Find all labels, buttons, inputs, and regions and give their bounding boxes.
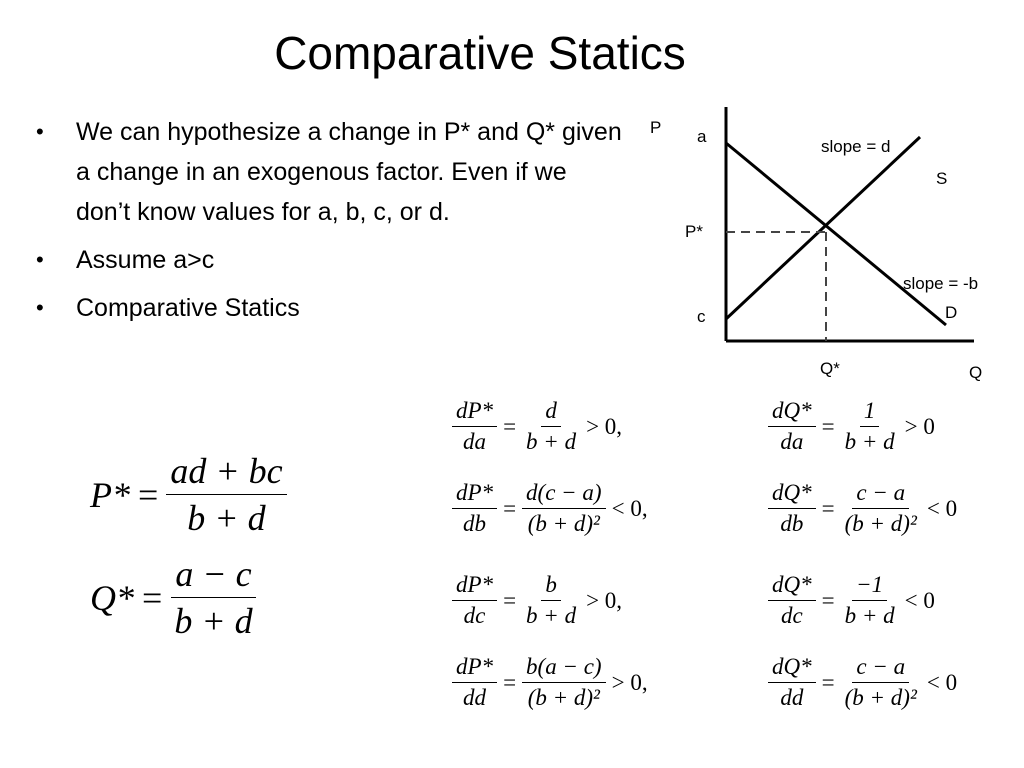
equals-sign: = bbox=[142, 577, 163, 618]
p-star-denominator: b + d bbox=[187, 498, 266, 538]
dq-db-equation: $\frac{dQ*}{db}$ = $\frac{c - a}{\text{(b + d)²}}$ < 0 bbox=[768, 480, 957, 537]
supply-slope-label: slope = d bbox=[821, 137, 891, 156]
rhs-denominator: (b + d)² bbox=[527, 685, 600, 710]
demand-line bbox=[726, 143, 946, 325]
dp-dc-equation: $\frac{dP*}{dc}$ = $\frac{b}{b + d}$ > 0, bbox=[452, 572, 622, 629]
rhs-denominator: b + d bbox=[844, 603, 895, 628]
lhs-numerator: dP* bbox=[452, 480, 497, 509]
lhs-denominator: dc bbox=[463, 603, 486, 628]
bullet-item bbox=[36, 288, 626, 328]
bullet-text: We can hypothesize a change in P* and Q* given a change in an exogenous factor. Even if we don’t know values for a, b, c, or d. bbox=[76, 118, 622, 226]
p-star-fraction bbox=[166, 450, 286, 539]
dp-da-equation: $\frac{dP*}{da}$ = $\frac{d}{b + d}$ > 0, bbox=[452, 398, 622, 455]
q-axis-label: Q bbox=[969, 363, 983, 382]
q-star-denominator: b + d bbox=[174, 601, 253, 641]
p-star-label: P* bbox=[685, 222, 703, 241]
bullet-item bbox=[36, 112, 626, 232]
lhs-numerator: dQ* bbox=[768, 654, 816, 683]
rhs-denominator: (b + d)² bbox=[527, 511, 600, 536]
q-star-fraction bbox=[170, 553, 256, 642]
inequality: < 0 bbox=[904, 587, 935, 613]
rhs-numerator: d(c − a) bbox=[522, 480, 606, 509]
supply-label: S bbox=[936, 169, 948, 188]
supply-line bbox=[726, 137, 920, 319]
bullet-icon: • bbox=[36, 247, 44, 272]
demand-slope-label: slope = -b bbox=[903, 274, 979, 293]
rhs-denominator: (b + d)² bbox=[844, 511, 917, 536]
inequality: > 0, bbox=[586, 587, 623, 613]
p-star-numerator: ad + bc bbox=[166, 450, 286, 495]
intercept-c-label: c bbox=[697, 307, 706, 326]
demand-label: D bbox=[945, 303, 958, 322]
p-star-symbol: P* bbox=[90, 474, 130, 515]
lhs-numerator: dP* bbox=[452, 572, 497, 601]
supply-demand-diagram bbox=[630, 95, 1020, 395]
inequality: < 0, bbox=[611, 495, 648, 521]
lhs-numerator: dQ* bbox=[768, 572, 816, 601]
q-star-numerator: a − c bbox=[171, 553, 255, 598]
q-star-equation bbox=[90, 553, 257, 642]
q-star-symbol: Q* bbox=[90, 577, 134, 618]
dq-da-equation: $\frac{dQ*}{da}$ = $\frac{1}{b + d}$ > 0 bbox=[768, 398, 935, 455]
bullet-icon: • bbox=[36, 295, 44, 320]
q-star-label: Q* bbox=[820, 359, 840, 378]
dq-dd-equation: $\frac{dQ*}{dd}$ = $\frac{c - a}{\text{(b + d)²}}$ < 0 bbox=[768, 654, 957, 711]
lhs-numerator: dP* bbox=[452, 398, 497, 427]
bullet-icon: • bbox=[36, 119, 44, 144]
lhs-denominator: db bbox=[780, 511, 804, 536]
lhs-numerator: dQ* bbox=[768, 398, 816, 427]
rhs-numerator: −1 bbox=[852, 572, 887, 601]
inequality: > 0, bbox=[586, 413, 623, 439]
p-axis-label: P bbox=[650, 118, 662, 137]
bullet-text: Comparative Statics bbox=[76, 294, 300, 322]
equals-sign: = bbox=[138, 474, 159, 515]
rhs-denominator: b + d bbox=[526, 603, 577, 628]
inequality: < 0 bbox=[926, 495, 958, 521]
lhs-denominator: dd bbox=[780, 685, 804, 710]
lhs-denominator: dc bbox=[780, 603, 803, 628]
slide-title: Comparative Statics bbox=[274, 27, 686, 79]
bullet-list bbox=[36, 112, 626, 336]
dq-dc-equation: $\frac{dQ*}{dc}$ = $\frac{-1}{b + d}$ < 0 bbox=[768, 572, 935, 629]
rhs-denominator: (b + d)² bbox=[844, 685, 917, 710]
lhs-denominator: da bbox=[463, 429, 487, 454]
inequality: < 0 bbox=[926, 669, 958, 695]
rhs-numerator: d bbox=[541, 398, 561, 427]
bullet-item bbox=[36, 240, 626, 280]
rhs-numerator: b bbox=[541, 572, 561, 601]
dp-db-equation: $\frac{dP*}{db}$ = $\frac{d(c - a)}{\text{(b + d)²}}$ < 0, bbox=[452, 480, 648, 537]
p-star-equation bbox=[90, 450, 287, 539]
rhs-numerator: c − a bbox=[852, 480, 909, 509]
lhs-denominator: dd bbox=[463, 685, 487, 710]
intercept-a-label: a bbox=[697, 127, 707, 146]
rhs-denominator: b + d bbox=[526, 429, 577, 454]
lhs-denominator: da bbox=[780, 429, 804, 454]
rhs-denominator: b + d bbox=[844, 429, 895, 454]
dp-dd-equation: $\frac{dP*}{dd}$ = $\frac{b(a - c)}{\text{(b + d)²}}$ > 0, bbox=[452, 654, 648, 711]
lhs-numerator: dQ* bbox=[768, 480, 816, 509]
lhs-numerator: dP* bbox=[452, 654, 497, 683]
rhs-numerator: c − a bbox=[852, 654, 909, 683]
rhs-numerator: b(a − c) bbox=[522, 654, 606, 683]
bullet-text: Assume a>c bbox=[76, 246, 215, 274]
inequality: > 0 bbox=[904, 413, 935, 439]
lhs-denominator: db bbox=[463, 511, 487, 536]
rhs-numerator: 1 bbox=[860, 398, 880, 427]
inequality: > 0, bbox=[611, 669, 648, 695]
